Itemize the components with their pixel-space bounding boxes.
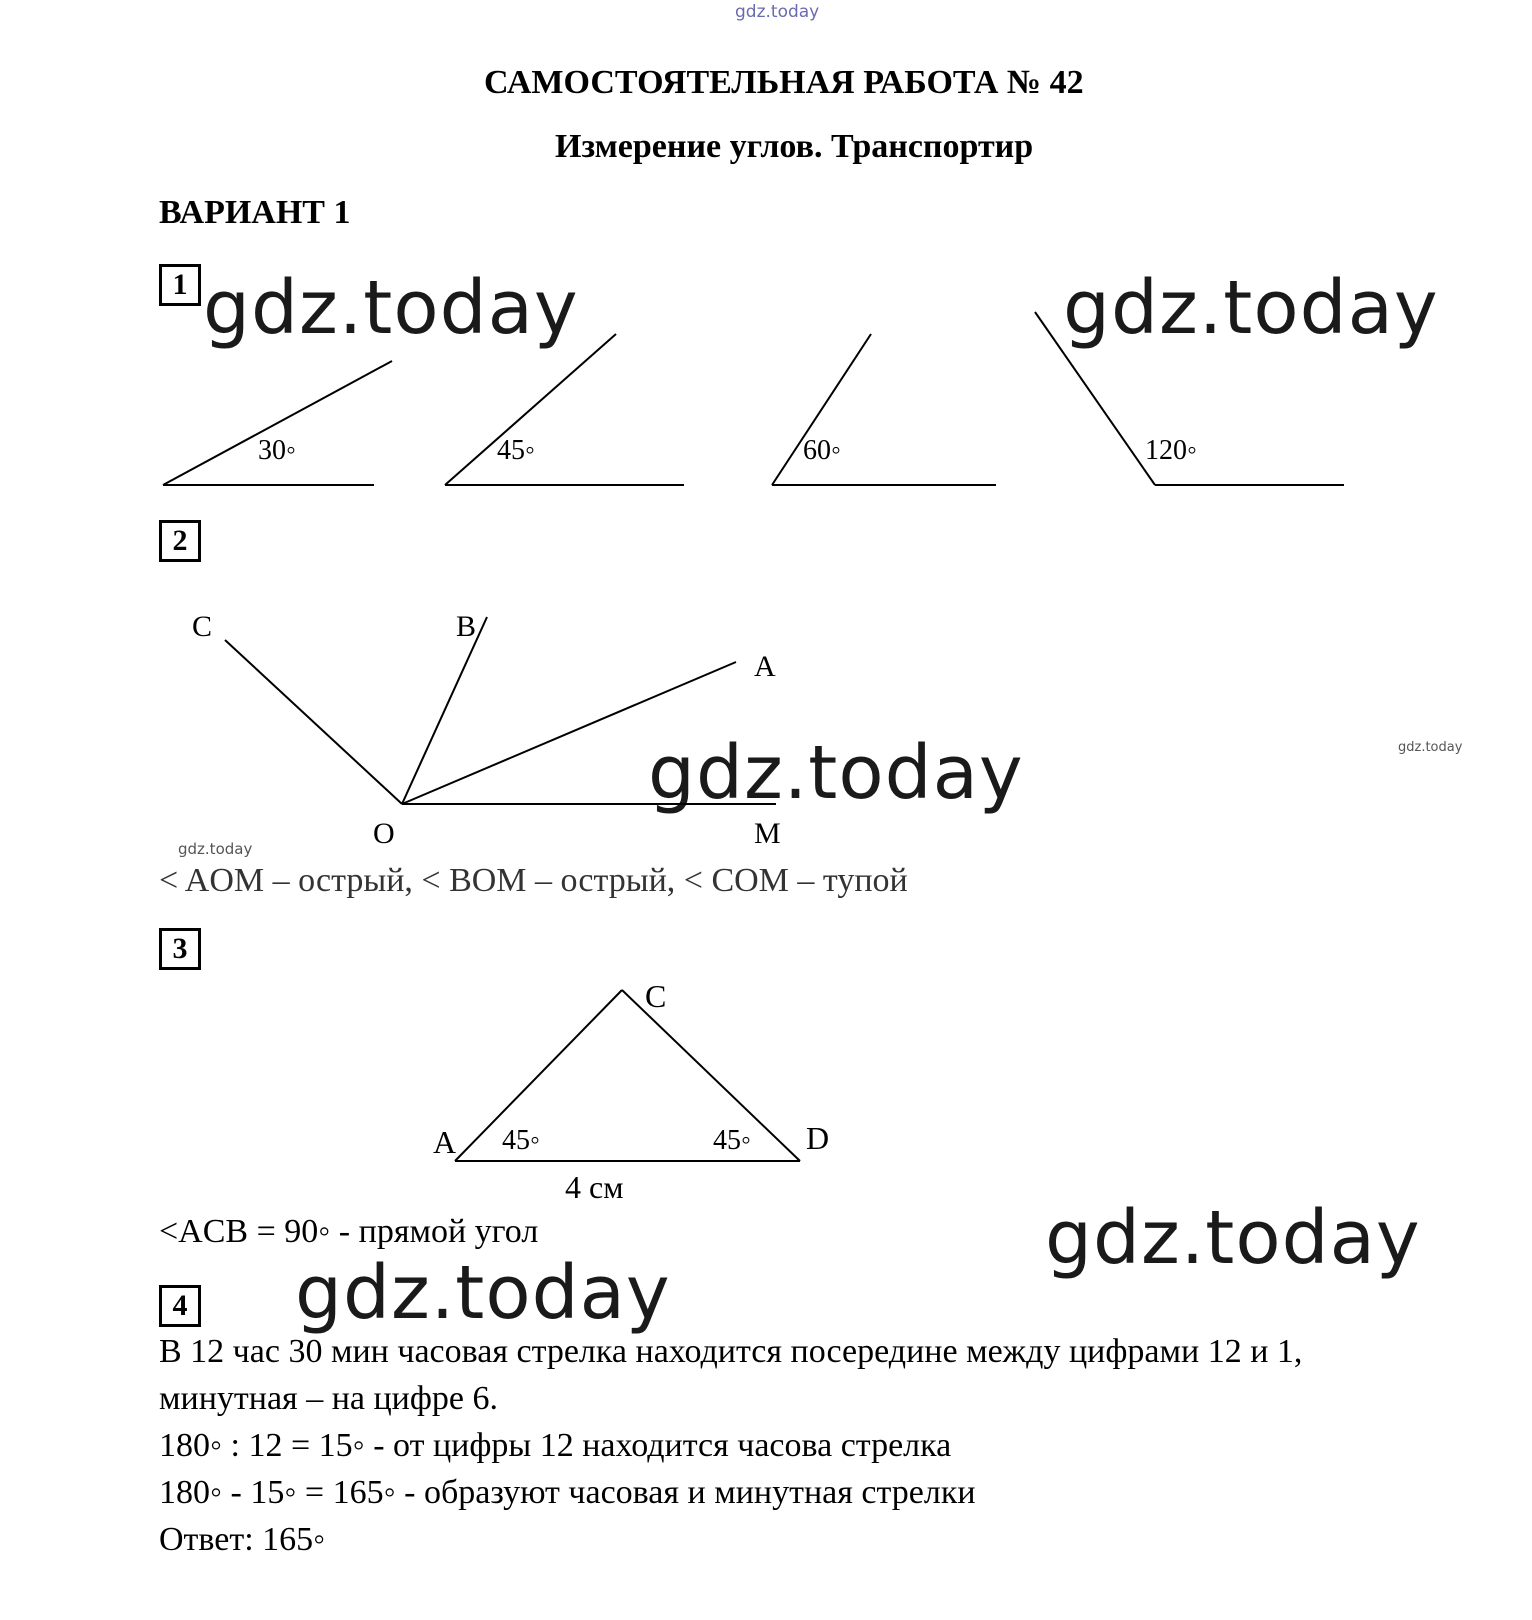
task1-label-60: 60◦ [803,435,841,466]
task1-label-30: 30◦ [258,435,296,466]
task-number-1: 1 [159,264,201,306]
task2-rays [225,617,776,804]
task3-angle-a: 45◦ [502,1125,540,1156]
watermark-task2-left-small: gdz.today [178,840,253,858]
watermark-task2-center: gdz.today [648,730,1024,816]
task3-label-c: C [645,978,667,1014]
watermark-task2-right-small: gdz.today [1398,740,1463,755]
watermark-task1-left: gdz.today [203,265,579,351]
task1-angle-45 [445,334,684,485]
task4-line-4: 180◦ - 15◦ = 165◦ - образуют часовая и минутная стрелки [159,1474,976,1511]
page-title: САМОСТОЯТЕЛЬНАЯ РАБОТА № 42 [484,64,1084,101]
ray-oc [225,640,402,804]
variant-heading: ВАРИАНТ 1 [159,194,351,231]
task4-answer: Ответ: 165◦ [159,1521,326,1558]
task4-line-1: В 12 час 30 мин часовая стрелка находится посередине между цифрами 12 и 1, [159,1333,1303,1370]
task1-angle-30 [163,361,392,485]
task2-label-a: A [754,650,776,683]
task3-label-d: D [806,1120,830,1156]
task2-label-m: M [754,817,781,850]
task3-answer: <ACB = 90◦ - прямой угол [159,1213,539,1250]
watermark-task4-left: gdz.today [295,1250,671,1336]
task3-side-length: 4 см [565,1169,624,1205]
watermark-task3-right: gdz.today [1045,1195,1421,1281]
ray-ob [402,617,487,804]
page-subtitle: Измерение углов. Транспортир [555,128,1034,165]
task1-label-45: 45◦ [497,435,535,466]
task4-line-2: минутная – на цифре 6. [159,1380,498,1417]
task-number-4: 4 [159,1285,201,1327]
task3-angle-d: 45◦ [713,1125,751,1156]
task2-answer: < AOM – острый, < BOM – острый, < COM – тупой [159,862,908,899]
task2-label-c: C [192,610,213,643]
task2-label-o: O [373,817,395,850]
task1-label-120: 120◦ [1145,435,1197,466]
task3-label-a: A [433,1124,457,1160]
task-number-3: 3 [159,928,201,970]
watermark-task1-right: gdz.today [1063,265,1439,351]
task4-line-3: 180◦ : 12 = 15◦ - от цифры 12 находится часова стрелка [159,1427,952,1464]
watermark-top: gdz.today [735,2,820,22]
task2-label-b: B [456,610,477,643]
ray-oa [402,662,736,804]
task-number-2: 2 [159,520,201,562]
